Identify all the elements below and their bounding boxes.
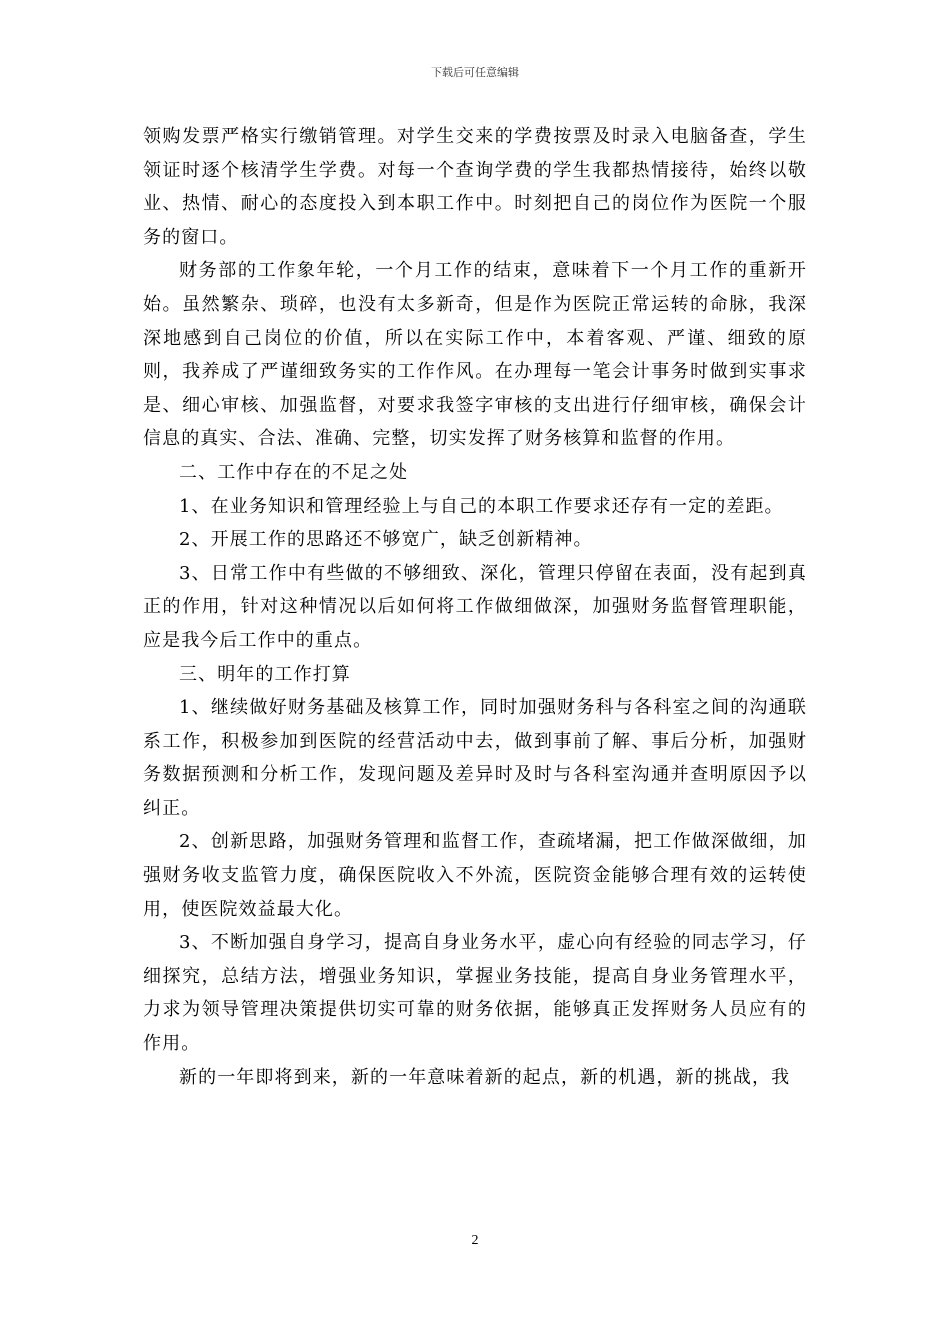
page-number: 2 xyxy=(471,1233,479,1248)
paragraph-finance-work: 财务部的工作象年轮，一个月工作的结束，意味着下一个月工作的重新开始。虽然繁杂、琐碎，也没有太多新奇，但是作为医院正常运转的命脉，我深深地感到自己岗位的价值，所以在实际工作中，本着客观、严谨、细致的原则，我养成了严谨细致务实的工作作风。在办理每一笔会计事务时做到实事求是、细心审核、加强监督，对要求我签字审核的支出进行仔细审核，确保会计信息的真实、合法、准确、完整，切实发挥了财务核算和监督的作用。 xyxy=(143,260,807,450)
paragraph-new-year: 新的一年即将到来，新的一年意味着新的起点，新的机遇，新的挑战，我 xyxy=(179,1066,791,1088)
list-item-shortcoming-1: 1、在业务知识和管理经验上与自己的本职工作要求还存有一定的差距。 xyxy=(179,495,784,517)
list-item-shortcoming-3: 3、日常工作中有些做的不够细致、深化，管理只停留在表面，没有起到真正的作用，针对这种情况以后如何将工作做细做深，加强财务监督管理职能，应是我今后工作中的重点。 xyxy=(143,562,807,651)
list-item-plan-3: 3、不断加强自身学习，提高自身业务水平，虚心向有经验的同志学习，仔细探究，总结方法，增强业务知识，掌握业务技能，提高自身业务管理水平，力求为领导管理决策提供切实可靠的财务依据，能够真正发挥财务人员应有的作用。 xyxy=(143,932,807,1055)
document-body xyxy=(143,120,807,1094)
paragraph-continuation: 领购发票严格实行缴销管理。对学生交来的学费按票及时录入电脑备查，学生领证时逐个核清学生学费。对每一个查询学费的学生我都热情接待，始终以敬业、热情、耐心的态度投入到本职工作中。时刻把自己的岗位作为医院一个服务的窗口。 xyxy=(143,126,807,248)
list-item-plan-1: 1、继续做好财务基础及核算工作，同时加强财务科与各科室之间的沟通联系工作，积极参加到医院的经营活动中去，做到事前了解、事后分析，加强财务数据预测和分析工作，发现问题及差异时及时与各科室沟通并查明原因予以纠正。 xyxy=(143,697,807,819)
page-header: 下载后可任意编辑 xyxy=(431,66,519,79)
list-item-shortcoming-2: 2、开展工作的思路还不够宽广，缺乏创新精神。 xyxy=(179,529,593,551)
section-heading-shortcomings: 二、工作中存在的不足之处 xyxy=(179,461,409,483)
list-item-plan-2: 2、创新思路，加强财务管理和监督工作，查疏堵漏，把工作做深做细，加强财务收支监管力度，确保医院收入不外流，医院资金能够合理有效的运转使用，使医院效益最大化。 xyxy=(143,831,807,920)
section-heading-next-year-plan: 三、明年的工作打算 xyxy=(179,663,351,685)
